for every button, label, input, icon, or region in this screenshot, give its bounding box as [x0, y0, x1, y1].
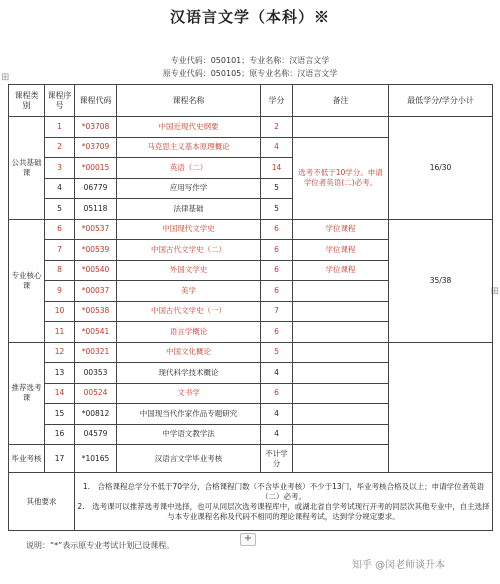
credit-cell: 4 [261, 137, 293, 158]
code-cell: 04579 [75, 424, 117, 445]
seq-cell: 9 [45, 281, 75, 302]
requirements-row [9, 473, 493, 531]
category-cell: 推荐选考课 [9, 342, 45, 445]
name-cell: 外国文学史 [117, 260, 261, 281]
remark-cell: 学位课程 [293, 240, 389, 261]
header-min-credit: 最低学分/学分小计 [389, 85, 493, 117]
code-cell: 00524 [75, 383, 117, 404]
code-cell: *03708 [75, 117, 117, 138]
original-major-code-line: 原专业代码：050105；原专业名称：汉语言文学 [162, 69, 338, 78]
subtotal-cell: 35/38 [389, 219, 493, 342]
table-handle-icon[interactable]: ⊞ [1, 72, 10, 83]
name-cell: 语言学概论 [117, 322, 261, 343]
code-cell: *00540 [75, 260, 117, 281]
remark-cell [293, 424, 389, 445]
credit-cell: 4 [261, 363, 293, 384]
category-cell: 公共基础课 [9, 117, 45, 220]
header-code: 课程代码 [75, 85, 117, 117]
category-cell: 毕业考核 [9, 445, 45, 473]
seq-cell: 10 [45, 301, 75, 322]
page-title: 汉语言文学（本科）※ [169, 8, 330, 26]
name-cell: 中国近现代史纲要 [117, 117, 261, 138]
name-cell: 中国现当代作家作品专题研究 [117, 404, 261, 425]
seq-cell: 4 [45, 178, 75, 199]
credit-cell: 14 [261, 158, 293, 179]
code-cell: *00015 [75, 158, 117, 179]
remark-cell [293, 322, 389, 343]
credit-cell: 4 [261, 404, 293, 425]
seq-cell: 15 [45, 404, 75, 425]
seq-cell: 17 [45, 445, 75, 473]
seq-cell: 8 [45, 260, 75, 281]
code-cell: 05118 [75, 199, 117, 220]
header-remark: 备注 [293, 85, 389, 117]
table-row [9, 342, 493, 363]
name-cell: 英语（二） [117, 158, 261, 179]
code-cell: *00537 [75, 219, 117, 240]
seq-cell: 1 [45, 117, 75, 138]
footer-note: 说明：“*”表示原专业考试计划已设课程。 [26, 541, 175, 550]
code-cell: 00353 [75, 363, 117, 384]
requirements-content [75, 473, 493, 531]
subtotal-cell [389, 342, 493, 473]
name-cell: 美学 [117, 281, 261, 302]
seq-cell: 12 [45, 342, 75, 363]
seq-cell: 11 [45, 322, 75, 343]
name-cell: 法律基础 [117, 199, 261, 220]
watermark [352, 556, 445, 571]
name-cell: 中国古代文学史（一） [117, 301, 261, 322]
table-resize-icon[interactable]: ⊞ [490, 286, 499, 297]
header-credit: 学分 [261, 85, 293, 117]
name-cell: 文书学 [117, 383, 261, 404]
group-note-cell: 选考不低于10学分。申请学位者英语(二)必考。 [293, 137, 389, 219]
remark-cell [293, 404, 389, 425]
credit-cell: 5 [261, 199, 293, 220]
credit-cell: 6 [261, 219, 293, 240]
code-cell: *00539 [75, 240, 117, 261]
seq-cell: 3 [45, 158, 75, 179]
seq-cell: 7 [45, 240, 75, 261]
table-header-row [9, 85, 493, 117]
name-cell: 中学语文教学法 [117, 424, 261, 445]
code-cell: *00321 [75, 342, 117, 363]
name-cell: 汉语言文学毕业考核 [117, 445, 261, 473]
table-row [9, 117, 493, 138]
credit-cell: 6 [261, 240, 293, 261]
code-cell: *10165 [75, 445, 117, 473]
seq-cell: 6 [45, 219, 75, 240]
code-cell: *00812 [75, 404, 117, 425]
remark-cell: 学位课程 [293, 260, 389, 281]
credit-cell: 5 [261, 342, 293, 363]
code-cell: *00538 [75, 301, 117, 322]
subtotal-cell: 16/30 [389, 117, 493, 220]
code-cell: *03709 [75, 137, 117, 158]
remark-cell [293, 281, 389, 302]
name-cell: 中国古代文学史（二） [117, 240, 261, 261]
seq-cell: 13 [45, 363, 75, 384]
credit-cell: 6 [261, 260, 293, 281]
course-table [8, 84, 493, 531]
credit-cell: 4 [261, 424, 293, 445]
header-category: 课程类别 [9, 85, 45, 117]
seq-cell: 14 [45, 383, 75, 404]
credit-cell: 7 [261, 301, 293, 322]
requirements-label: 其他要求 [9, 473, 75, 531]
requirement-item: 2. 选考课可以推荐选考课中选择，也可从同层次选考课程库中，或湖北省自学考试现行开考的同层次其他专业中，自主选择与本专业课程名称及代码不相同的理论课程考试，达到学分规定要求。 [77, 501, 490, 521]
name-cell: 现代科学技术概论 [117, 363, 261, 384]
code-cell: *00541 [75, 322, 117, 343]
credit-cell: 6 [261, 383, 293, 404]
name-cell: 马克思主义基本原理概论 [117, 137, 261, 158]
name-cell: 中国现代文学史 [117, 219, 261, 240]
credit-cell: 6 [261, 281, 293, 302]
credit-cell: 2 [261, 117, 293, 138]
watermark-text: 知乎 @闵老师谈升本 [352, 560, 446, 571]
remark-cell [293, 117, 389, 138]
category-cell: 专业核心课 [9, 219, 45, 342]
header-name: 课程名称 [117, 85, 261, 117]
credit-cell: 不计学分 [261, 445, 293, 473]
remark-cell [293, 363, 389, 384]
credit-cell: 5 [261, 178, 293, 199]
remark-cell [293, 342, 389, 363]
seq-cell: 5 [45, 199, 75, 220]
header-seq: 课程序号 [45, 85, 75, 117]
remark-cell: 学位课程 [293, 219, 389, 240]
add-row-button[interactable]: + [240, 533, 256, 546]
table-row [9, 219, 493, 240]
seq-cell: 16 [45, 424, 75, 445]
remark-cell [293, 445, 389, 473]
code-cell: 06779 [75, 178, 117, 199]
requirement-item: 1. 合格课程总学分不低于70学分，合格课程门数（不含毕业考核）不少于13门，毕业考核合格及以上；申请学位者英语（二）必考。 [82, 481, 485, 501]
seq-cell: 2 [45, 137, 75, 158]
major-code-line: 专业代码：050101；专业名称：汉语言文学 [170, 56, 330, 65]
remark-cell [293, 383, 389, 404]
credit-cell: 6 [261, 322, 293, 343]
remark-cell [293, 301, 389, 322]
name-cell: 中国文化概论 [117, 342, 261, 363]
name-cell: 应用写作学 [117, 178, 261, 199]
code-cell: *00037 [75, 281, 117, 302]
